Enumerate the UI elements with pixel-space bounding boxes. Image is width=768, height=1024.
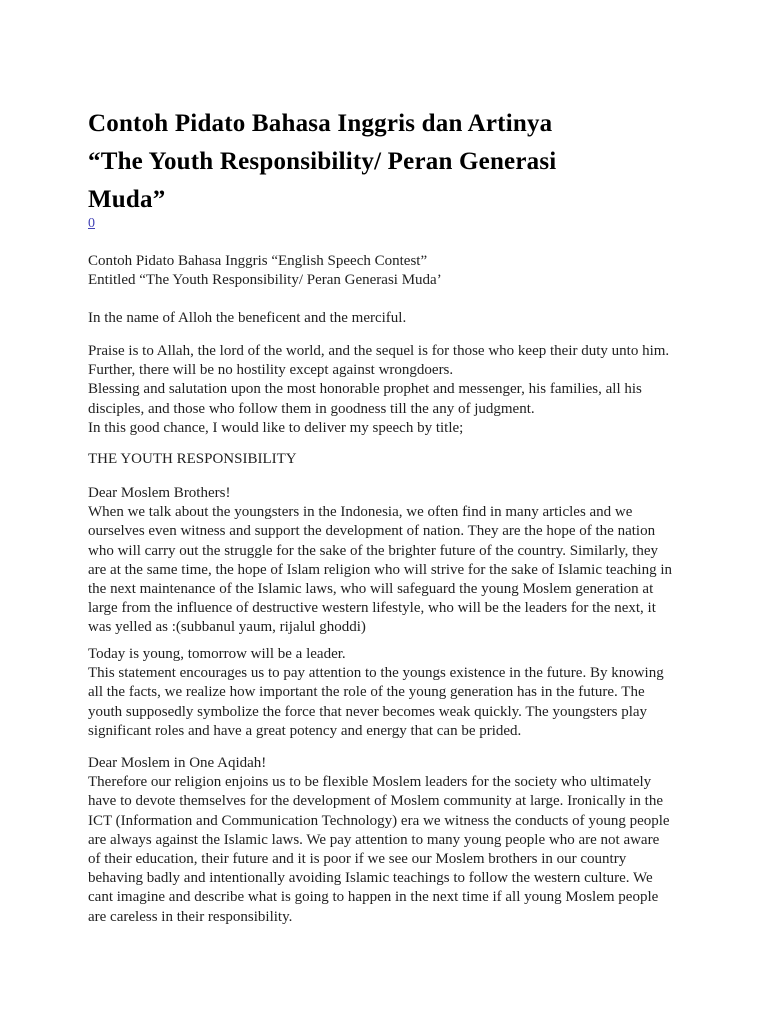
- paragraph-moslem-brothers: [88, 484, 698, 638]
- paragraph-line: Dear Moslem Brothers!: [88, 485, 231, 501]
- paragraph-line: In this good chance, I would like to deliver my speech by title;: [88, 419, 464, 436]
- paragraph-line: Therefore our religion enjoins us to be flexible Moslem leaders for the society who ultimately: [88, 774, 652, 791]
- paragraph-line: Contoh Pidato Bahasa Inggris “English Speech Contest”: [88, 253, 428, 269]
- paragraph-line: of their education, their future and it is poor if we see our Moslem brothers in our country: [88, 851, 627, 868]
- paragraph-line: Entitled “The Youth Responsibility/ Peran Generasi Muda’: [88, 272, 442, 289]
- document-title: [88, 105, 698, 219]
- paragraph-line: cant imagine and describe what is going to happen in the next time if all young Moslem people: [88, 889, 659, 906]
- paragraph-line: ICT (Information and Communication Technology) era we witness the conducts of young people: [88, 812, 670, 829]
- paragraph-line: Dear Moslem in One Aqidah!: [88, 755, 267, 771]
- paragraph-line: all the facts, we realize how important the role of the young generation has in the future. The: [88, 684, 645, 701]
- paragraph-line: behaving badly and intentionally avoiding Islamic teachings to follow the western culture. We: [88, 870, 653, 887]
- paragraph-line: ourselves even witness and support the development of nation. They are the hope of the nation: [88, 523, 656, 540]
- paragraph-line: are always against the Islamic laws. We pay attention to many young people who are not aware: [88, 831, 660, 848]
- paragraph-intro: [88, 252, 698, 290]
- paragraph-line: was yelled as :(subbanul yaum, rijalul ghoddi): [88, 619, 366, 636]
- paragraph-line: disciples, and those who follow them in goodness till the any of judgment.: [88, 400, 535, 417]
- speech-title-heading: THE YOUTH RESPONSIBILITY: [88, 451, 297, 467]
- document-title-line: “The Youth Responsibility/ Peran Generasi: [88, 147, 557, 175]
- paragraph-line: Today is young, tomorrow will be a leader.: [88, 646, 346, 662]
- document-title-line: Muda”: [88, 185, 166, 213]
- paragraph-line: who will carry out the struggle for the sake of the brighter future of the country. Similarly, they: [88, 542, 658, 559]
- document-title-line: Contoh Pidato Bahasa Inggris dan Artinya: [88, 109, 553, 137]
- paragraph-line: youth supposedly symbolize the force that never becomes weak quickly. The youngsters play: [88, 703, 648, 720]
- paragraph-line: the next maintenance of the Islamic laws, who will safeguard the young Moslem generation at: [88, 581, 654, 598]
- paragraph-line: large from the influence of destructive western lifestyle, who will be the leaders for the next, it: [88, 600, 656, 617]
- paragraph-praise: [88, 342, 698, 438]
- paragraph-line: have to devote themselves for the development of Moslem community at large. Ironically in the: [88, 793, 663, 810]
- paragraph-line: When we talk about the youngsters in the Indonesia, we often find in many articles and we: [88, 504, 633, 521]
- comment-count-link-container: [88, 215, 698, 232]
- comment-count-link[interactable]: 0: [88, 216, 95, 231]
- paragraph-line: are at the same time, the hope of Islam religion who will strive for the sake of Islamic teaching in: [88, 561, 672, 578]
- paragraph-today-young: [88, 645, 698, 741]
- paragraph-line: significant roles and have a great potency and energy that can be prided.: [88, 722, 522, 739]
- paragraph-line: This statement encourages us to pay attention to the youngs existence in the future. By knowing: [88, 665, 664, 682]
- paragraph-one-aqidah: [88, 754, 698, 927]
- paragraph-line: Praise is to Allah, the lord of the world, and the sequel is for those who keep their duty unto him.: [88, 343, 670, 359]
- paragraph-line: Blessing and salutation upon the most honorable prophet and messenger, his families, all his: [88, 381, 642, 398]
- paragraph-line: In the name of Alloh the beneficent and the merciful.: [88, 310, 407, 326]
- paragraph-bismillah: [88, 309, 698, 328]
- paragraph-line: Further, there will be no hostility except against wrongdoers.: [88, 362, 454, 379]
- paragraph-line: are careless in their responsibility.: [88, 908, 293, 925]
